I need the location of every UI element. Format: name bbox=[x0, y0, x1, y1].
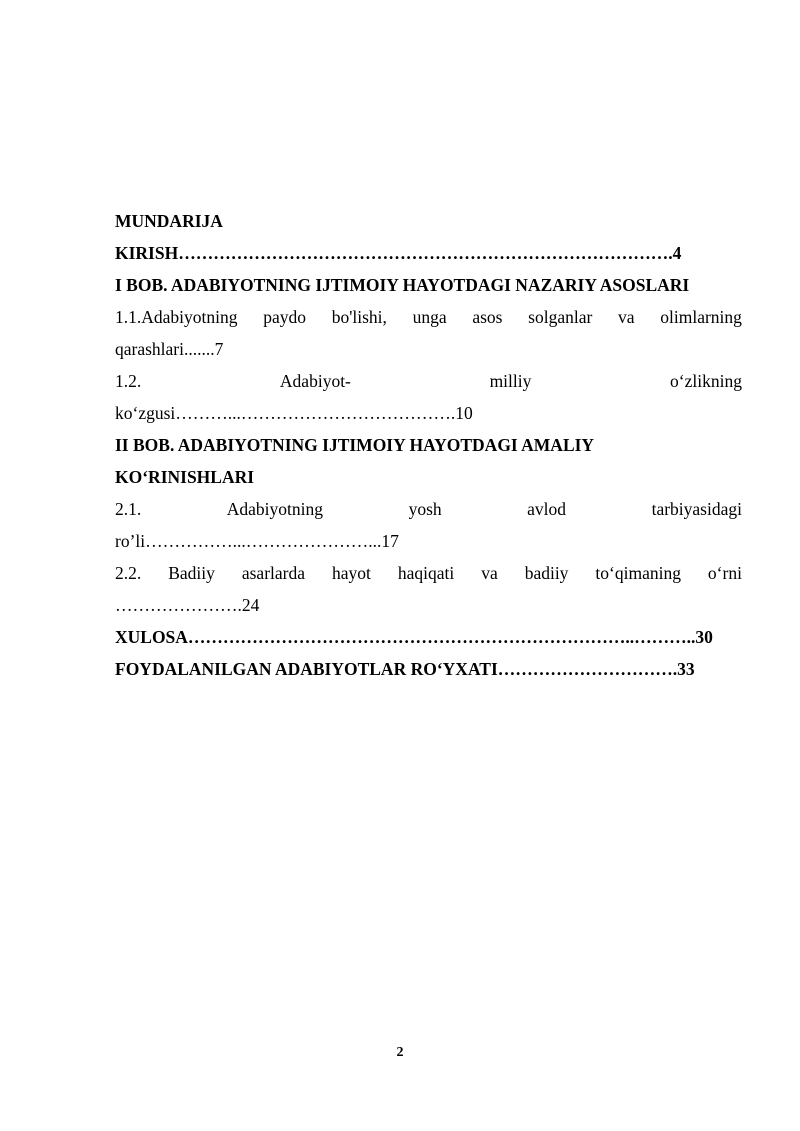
toc-entry-section-2-1-continued: ro’li……………...…………………...17 bbox=[115, 531, 399, 551]
toc-entry-section-1-2 bbox=[115, 365, 742, 397]
word: 1.2. bbox=[115, 371, 142, 391]
word: paydo bbox=[263, 307, 306, 327]
word: va bbox=[618, 307, 635, 327]
word: solganlar bbox=[528, 307, 593, 327]
word: asarlarda bbox=[241, 563, 306, 583]
word: va bbox=[481, 563, 498, 583]
word: o‘rni bbox=[707, 563, 742, 583]
toc-entry-section-1-2-continued: ko‘zgusi………...……………………………….10 bbox=[115, 403, 473, 423]
toc-entry-bibliography: FOYDALANILGAN ADABIYOTLAR RO‘YXATI………………………….33 bbox=[115, 659, 695, 679]
word: bo'lishi, bbox=[331, 307, 387, 327]
toc-title: MUNDARIJA bbox=[115, 211, 223, 231]
toc-entry-section-1-1 bbox=[115, 301, 742, 333]
word: asos bbox=[472, 307, 503, 327]
word: avlod bbox=[527, 499, 567, 519]
toc-entry-xulosa: XULOSA…………………………………………………………………..………..30 bbox=[115, 627, 713, 647]
word: to‘qimaning bbox=[595, 563, 681, 583]
table-of-contents bbox=[115, 205, 742, 685]
word: badiiy bbox=[524, 563, 569, 583]
word: olimlarning bbox=[660, 307, 742, 327]
toc-entry-section-2-2-continued: ………………….24 bbox=[115, 595, 260, 615]
word: yosh bbox=[408, 499, 442, 519]
word: tarbiyasidagi bbox=[651, 499, 742, 519]
word: milliy bbox=[489, 371, 532, 391]
toc-entry-chapter-2: II BOB. ADABIYOTNING IJTIMOIY HAYOTDAGI AMALIY bbox=[115, 435, 595, 455]
word: 1.1.Adabiyotning bbox=[115, 307, 238, 327]
toc-entry-section-1-1-continued: qarashlari.......7 bbox=[115, 339, 224, 359]
word: Adabiyotning bbox=[226, 499, 324, 519]
word: Badiiy bbox=[168, 563, 215, 583]
word: o‘zlikning bbox=[670, 371, 742, 391]
word: hayot bbox=[331, 563, 371, 583]
toc-entry-section-2-1 bbox=[115, 493, 742, 525]
word: unga bbox=[412, 307, 447, 327]
toc-entry-chapter-1: I BOB. ADABIYOTNING IJTIMOIY HAYOTDAGI NAZARIY ASOSLARI bbox=[115, 275, 690, 295]
toc-entry-chapter-2-continued: KO‘RINISHLARI bbox=[115, 467, 255, 487]
word: haqiqati bbox=[397, 563, 455, 583]
word: 2.1. bbox=[115, 499, 142, 519]
toc-entry-kirish: KIRISH………………………………………………………………………….4 bbox=[115, 243, 682, 263]
word: 2.2. bbox=[115, 563, 142, 583]
page-number: 2 bbox=[396, 1045, 404, 1060]
toc-entry-section-2-2 bbox=[115, 557, 742, 589]
word: Adabiyot- bbox=[279, 371, 351, 391]
